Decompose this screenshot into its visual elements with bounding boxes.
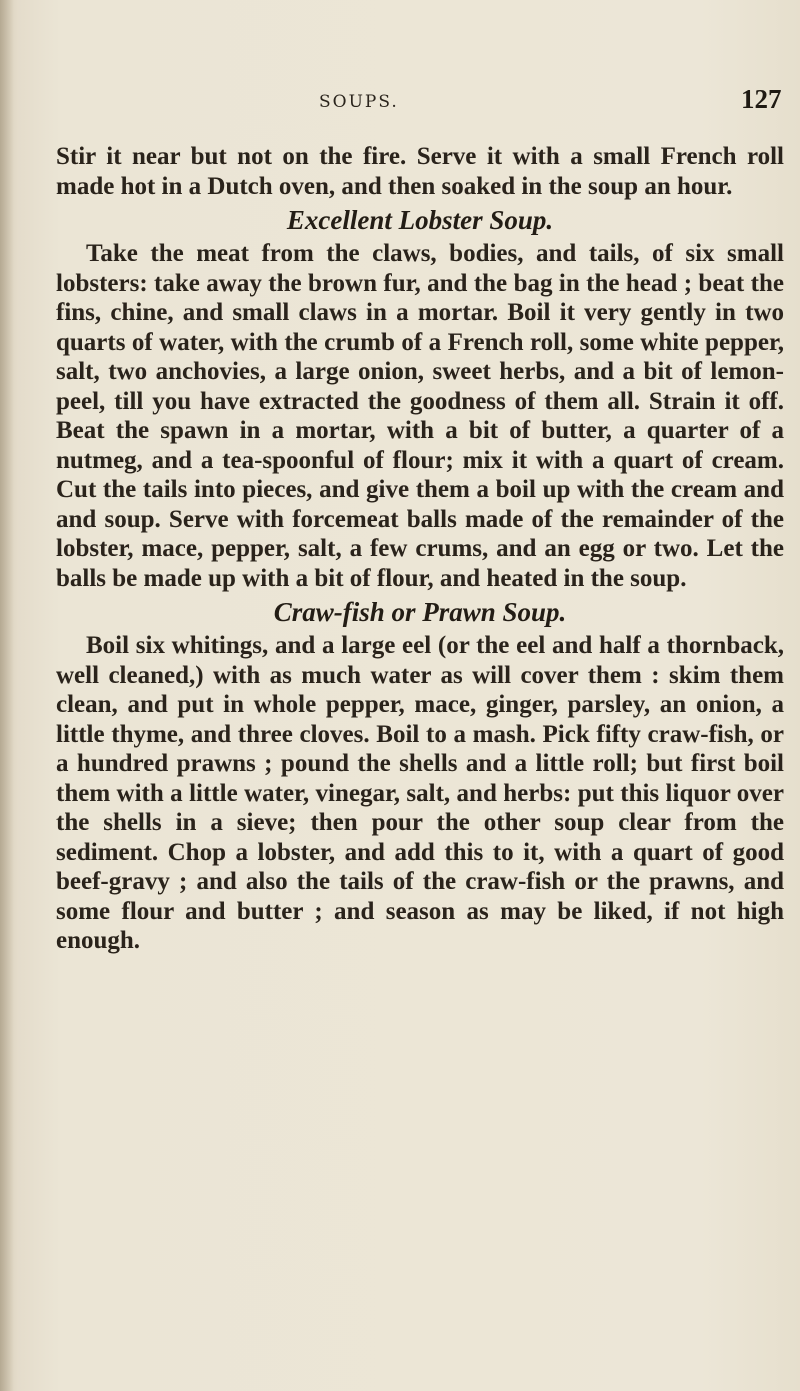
opening-paragraph: Stir it near but not on the fire. Serve it with a small French roll made hot in a Dutch oven, and then soaked in the soup an hour. — [56, 143, 784, 200]
lobster-soup-paragraph: Take the meat from the claws, bodies, and tails, of six small lobsters: take away the brown fur, and the bag in the head ; beat the fins, chine, and small claws in a mortar. Boil it very gently in two quarts of water, with the crumb of a French roll, some white pepper, salt, two anchovies, a large onion, sweet herbs, and a bit of lemon-peel, till you have extracted the goodness of them all. Strain it off. Beat the spawn in a mortar, with a bit of butter, a quarter of a nutmeg, and a tea-spoonful of flour; mix it with a quart of cream. Cut the tails into pieces, and give them a boil up with the cream and and soup. Serve with forcemeat balls made of the remainder of the lobster, mace, pepper, salt, a few crums, and an egg or two. Let the balls be made up with a bit of flour, and heated in the soup. — [56, 240, 784, 592]
running-title: SOUPS. — [319, 92, 399, 112]
gutter-shadow — [0, 0, 14, 1391]
page-text — [56, 142, 784, 956]
craw-fish-soup-heading: Craw-fish or Prawn Soup. — [273, 597, 567, 627]
craw-fish-soup-paragraph: Boil six whitings, and a large eel (or the eel and half a thornback, well cleaned,) with as much water as will cover them : skim them clean, and put in whole pepper, mace, ginger, parsley, an onion, a little thyme, and three cloves. Boil to a mash. Pick fifty craw-fish, or a hundred prawns ; pound the shells and a little roll; but first boil them with a little water, vinegar, salt, and herbs: put this liquor over the shells in a sieve; then pour the other soup clear from the sediment. Chop a lobster, and add this to it, with a quart of good beef-gravy ; and also the tails of the craw-fish or the prawns, and some flour and butter ; and season as may be liked, if not high enough. — [56, 632, 784, 954]
running-head — [0, 84, 800, 124]
page-number: 127 — [741, 84, 782, 114]
lobster-soup-heading: Excellent Lobster Soup. — [286, 205, 554, 235]
